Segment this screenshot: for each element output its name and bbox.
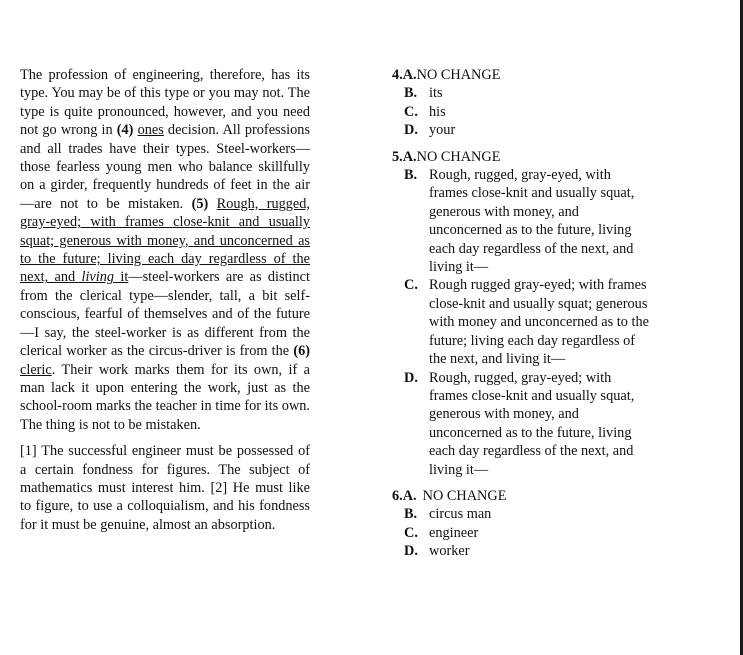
option-letter: C. (404, 277, 418, 294)
option-letter: A. (402, 487, 417, 504)
question-marker-6: (6) (293, 343, 310, 360)
option-text: engineer (429, 524, 479, 541)
option-letter: B. (404, 85, 418, 102)
answer-option-6b[interactable] (392, 505, 652, 523)
answer-option-6c[interactable] (392, 524, 652, 542)
option-letter: C. (404, 103, 418, 120)
option-text: Rough, rugged, gray-eyed, with frames close-knit and usually squat, generous with money, and unconcerned as to the future, living each day regardless of the next, and living it— (429, 167, 635, 276)
passage-text: . Their work marks them for its own, if a man lack it upon entering the work, just as the school-room marks the teacher in time for its own. The thing is not to be mistaken. (20, 361, 310, 433)
answer-option-4c[interactable] (392, 103, 652, 121)
underlined-phrase-4: ones (137, 122, 164, 139)
option-label (392, 66, 417, 84)
option-text: worker (429, 543, 470, 560)
option-text: circus man (429, 506, 492, 523)
answer-option-5b[interactable] (392, 166, 652, 276)
underlined-phrase-5-part: it (114, 269, 129, 286)
question-number: 5. (392, 148, 403, 165)
option-letter: D. (404, 369, 418, 386)
passage-text: The profession of engineering, therefore, has its type. You may be of this type or you may not. The type is quite pronounced, however, and you need not go wrong in (20, 67, 310, 139)
answer-option-5c[interactable] (392, 276, 652, 368)
passage-paragraph-1 (20, 66, 310, 434)
question-4 (392, 66, 652, 140)
option-letter: D. (404, 543, 418, 560)
option-letter: A. (402, 67, 417, 83)
option-text: NO CHANGE (422, 487, 507, 504)
underlined-phrase-5-part: Rough, rugged, gray-eyed; with frames close-knit and usually squat; generous with money, and unconcerned as to the future; living each day regardless of the next, and (20, 195, 310, 286)
option-letter: A. (402, 148, 417, 165)
question-number: 4. (392, 67, 403, 83)
option-letter: B. (404, 506, 418, 523)
passage-text: decision. All professions and all trades have their types. Steel-workers—those fearless young men who balance skillfully on a girder, frequently hundreds of feet in the air—are not to be mistaken. (20, 122, 311, 212)
passage-text: —steel-workers are as distinct from the clerical type—slender, tall, a bit self-conscious, fearful of themselves and of the future—I say, the steel-worker is as different from the clerical worker as the circus-driver is from the (20, 269, 310, 360)
passage-column (20, 66, 310, 534)
option-text: its (429, 85, 443, 102)
answer-option-4d[interactable] (392, 121, 652, 139)
question-marker-4: (4) (116, 122, 134, 139)
option-text: Rough, rugged, gray-eyed; with frames close-knit and usually squat, generous with money, and unconcerned as to the future, living each day regardless of the next, and living it— (429, 369, 635, 478)
option-text: Rough rugged gray-eyed; with frames close-knit and usually squat; generous with money and unconcerned as to the future; living each day regardless of the next, and living it— (429, 277, 649, 368)
answer-option-6d[interactable] (392, 542, 652, 560)
question-6 (392, 487, 652, 561)
underlined-phrase-6: cleric (20, 361, 52, 378)
answer-option-4b[interactable] (392, 84, 652, 102)
underlined-phrase-5-italic: living (81, 269, 115, 286)
option-letter: B. (404, 167, 418, 184)
questions-column (392, 66, 652, 569)
option-letter: D. (404, 122, 418, 139)
option-text: NO CHANGE (416, 148, 501, 165)
answer-option-5a[interactable] (392, 148, 652, 166)
option-letter: C. (404, 524, 418, 541)
question-marker-5: (5) (191, 195, 209, 212)
answer-option-6a[interactable] (392, 487, 652, 505)
answer-option-5d[interactable] (392, 369, 652, 479)
passage-paragraph-2: [1] The successful engineer must be possessed of a certain fondness for figures. The subject of mathematics must interest him. [2] He must like to figure, to use a colloquialism, and his fondness for it must be genuine, almost an absorption. (20, 443, 310, 533)
option-text: NO CHANGE (416, 67, 501, 83)
option-label (392, 487, 417, 505)
option-label (392, 148, 417, 166)
option-text: his (429, 103, 446, 120)
question-number: 6. (392, 487, 403, 504)
answer-option-4a[interactable] (392, 66, 652, 84)
option-text: your (429, 122, 456, 139)
question-5 (392, 148, 652, 479)
